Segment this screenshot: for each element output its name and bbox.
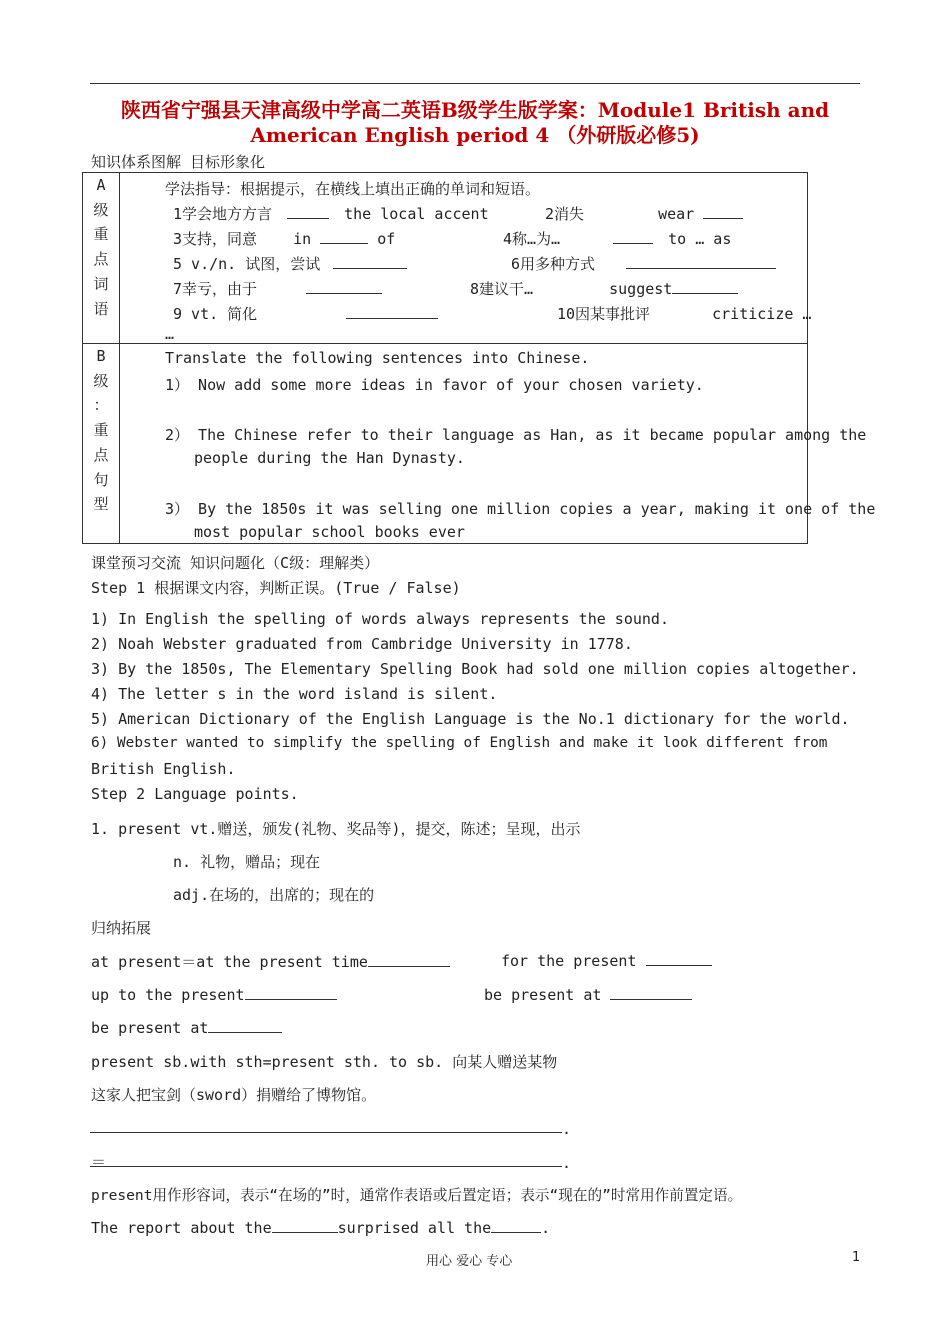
vocab-item-2: 2消失 wear [545, 203, 743, 224]
expansion-3: up to the present [91, 985, 337, 1004]
section-a-row [83, 173, 808, 344]
blank[interactable] [491, 1218, 541, 1233]
sentence-3-cont: most popular school books ever [194, 523, 465, 541]
tf-item-4: 4) The letter s in the word island is silent. [91, 685, 498, 703]
section-a-trailing: … [165, 325, 175, 343]
blank[interactable] [306, 279, 382, 294]
blank[interactable] [646, 951, 712, 966]
step-2: Step 2 Language points. [91, 785, 299, 803]
exercise-sentence: The report about the surprised all the . [91, 1219, 551, 1237]
footer-motto: 用心 爱心 专心 [426, 1254, 513, 1269]
blank[interactable] [333, 254, 407, 269]
point-1: 1. present vt.赠送，颁发(礼物、奖品等)，提交，陈述；呈现，出示 [91, 820, 581, 838]
step-1: Step 1 根据课文内容，判断正误。(True / False) [91, 579, 461, 597]
page-title-line2: American English period 4 （外研版必修5) [250, 123, 700, 147]
expansion-1: at present＝at the present time [91, 951, 450, 972]
blank[interactable] [610, 985, 692, 1000]
tf-item-2: 2) Noah Webster graduated from Cambridge University in 1778. [91, 635, 633, 653]
tf-item-5: 5) American Dictionary of the English Language is the No.1 dictionary for the world. [91, 710, 850, 728]
answer-line-2[interactable] [90, 1166, 562, 1167]
subheading: 知识体系图解 目标形象化 [91, 153, 266, 171]
expansion-6: present sb.with sth=present sth. to sb. 向某人赠送某物 [91, 1053, 558, 1071]
section-a-label: A 级 重 点 词 语 [83, 173, 120, 344]
point-1-adj: adj.在场的，出席的；现在的 [173, 886, 375, 904]
summary-heading: 归纳拓展 [91, 919, 152, 937]
sentence-1: 1） Now add some more ideas in favor of your chosen variety. [165, 376, 704, 394]
vocab-item-6: 6用多种方式 [511, 253, 776, 274]
vocab-item-5: 5 v./n. 试图，尝试 [173, 253, 407, 274]
vocab-item-9: 9 vt. 简化 [173, 303, 438, 324]
blank[interactable] [703, 204, 743, 219]
section-b-instruction: Translate the following sentences into Chinese. [165, 349, 590, 367]
section-b-row [83, 344, 808, 544]
section-a-content [120, 173, 812, 344]
section-b-label: B 级 ： 重 点 句 型 [83, 344, 120, 544]
blank[interactable] [208, 1018, 282, 1033]
blank[interactable] [245, 985, 337, 1000]
blank[interactable] [272, 1218, 338, 1233]
expansion-5: be present at [91, 1018, 282, 1037]
vocab-item-7: 7幸亏，由于 [173, 278, 382, 299]
blank[interactable] [287, 204, 329, 219]
tf-item-6-cont: British English. [91, 760, 236, 778]
vocab-item-3: 3支持，同意 in of [173, 230, 396, 248]
point-1-noun: n. 礼物，赠品；现在 [173, 853, 321, 871]
blank[interactable] [320, 229, 368, 244]
answer-line-1-dot: . [562, 1120, 572, 1138]
vocab-item-10: 10因某事批评 criticize … [557, 305, 812, 323]
sentence-2: 2） The Chinese refer to their language as Han, as it became popular among the [165, 426, 867, 444]
section-a-instruction: 学法指导：根据提示，在横线上填出正确的单词和短语。 [165, 180, 541, 198]
page-number: 1 [852, 1250, 861, 1265]
sentence-2-cont: people during the Han Dynasty. [194, 449, 465, 467]
answer-line-1[interactable] [90, 1132, 562, 1133]
equals-sign: ＝ [91, 1153, 107, 1171]
blank[interactable] [672, 279, 738, 294]
tf-item-6: 6) Webster wanted to simplify the spelling of English and make it look different from [91, 735, 828, 751]
expansion-2: for the present [501, 951, 712, 970]
tf-item-3: 3) By the 1850s, The Elementary Spelling Book had sold one million copies altogether. [91, 660, 859, 678]
expansion-4: be present at [484, 985, 692, 1004]
preview-heading: 课堂预习交流 知识问题化（C级：理解类） [91, 554, 380, 572]
vocab-item-1: 1学会地方方言 the local accent [173, 205, 489, 223]
page-title-line1: 陕西省宁强县天津高级中学高二英语B级学生版学案：Module1 British and [120, 98, 830, 122]
blank[interactable] [368, 952, 450, 967]
answer-line-2-dot: . [562, 1154, 572, 1172]
sentence-3: 3） By the 1850s it was selling one million copies a year, making it one of the [165, 500, 876, 518]
blank[interactable] [626, 254, 776, 269]
vocab-item-8: 8建议干… suggest [470, 278, 738, 299]
header-rule [90, 83, 860, 84]
section-b-content [120, 344, 876, 544]
tf-item-1: 1) In English the spelling of words always represents the sound. [91, 610, 669, 628]
blank[interactable] [613, 229, 653, 244]
translation-prompt: 这家人把宝剑（sword）捐赠给了博物馆。 [91, 1086, 377, 1104]
vocab-item-4: 4称…为… to … as [503, 230, 732, 248]
blank[interactable] [346, 304, 438, 319]
present-usage-note: present用作形容词，表示“在场的”时，通常作表语或后置定语；表示“现在的”时常用作前置定语。 [91, 1187, 743, 1204]
key-points-table [82, 172, 876, 544]
